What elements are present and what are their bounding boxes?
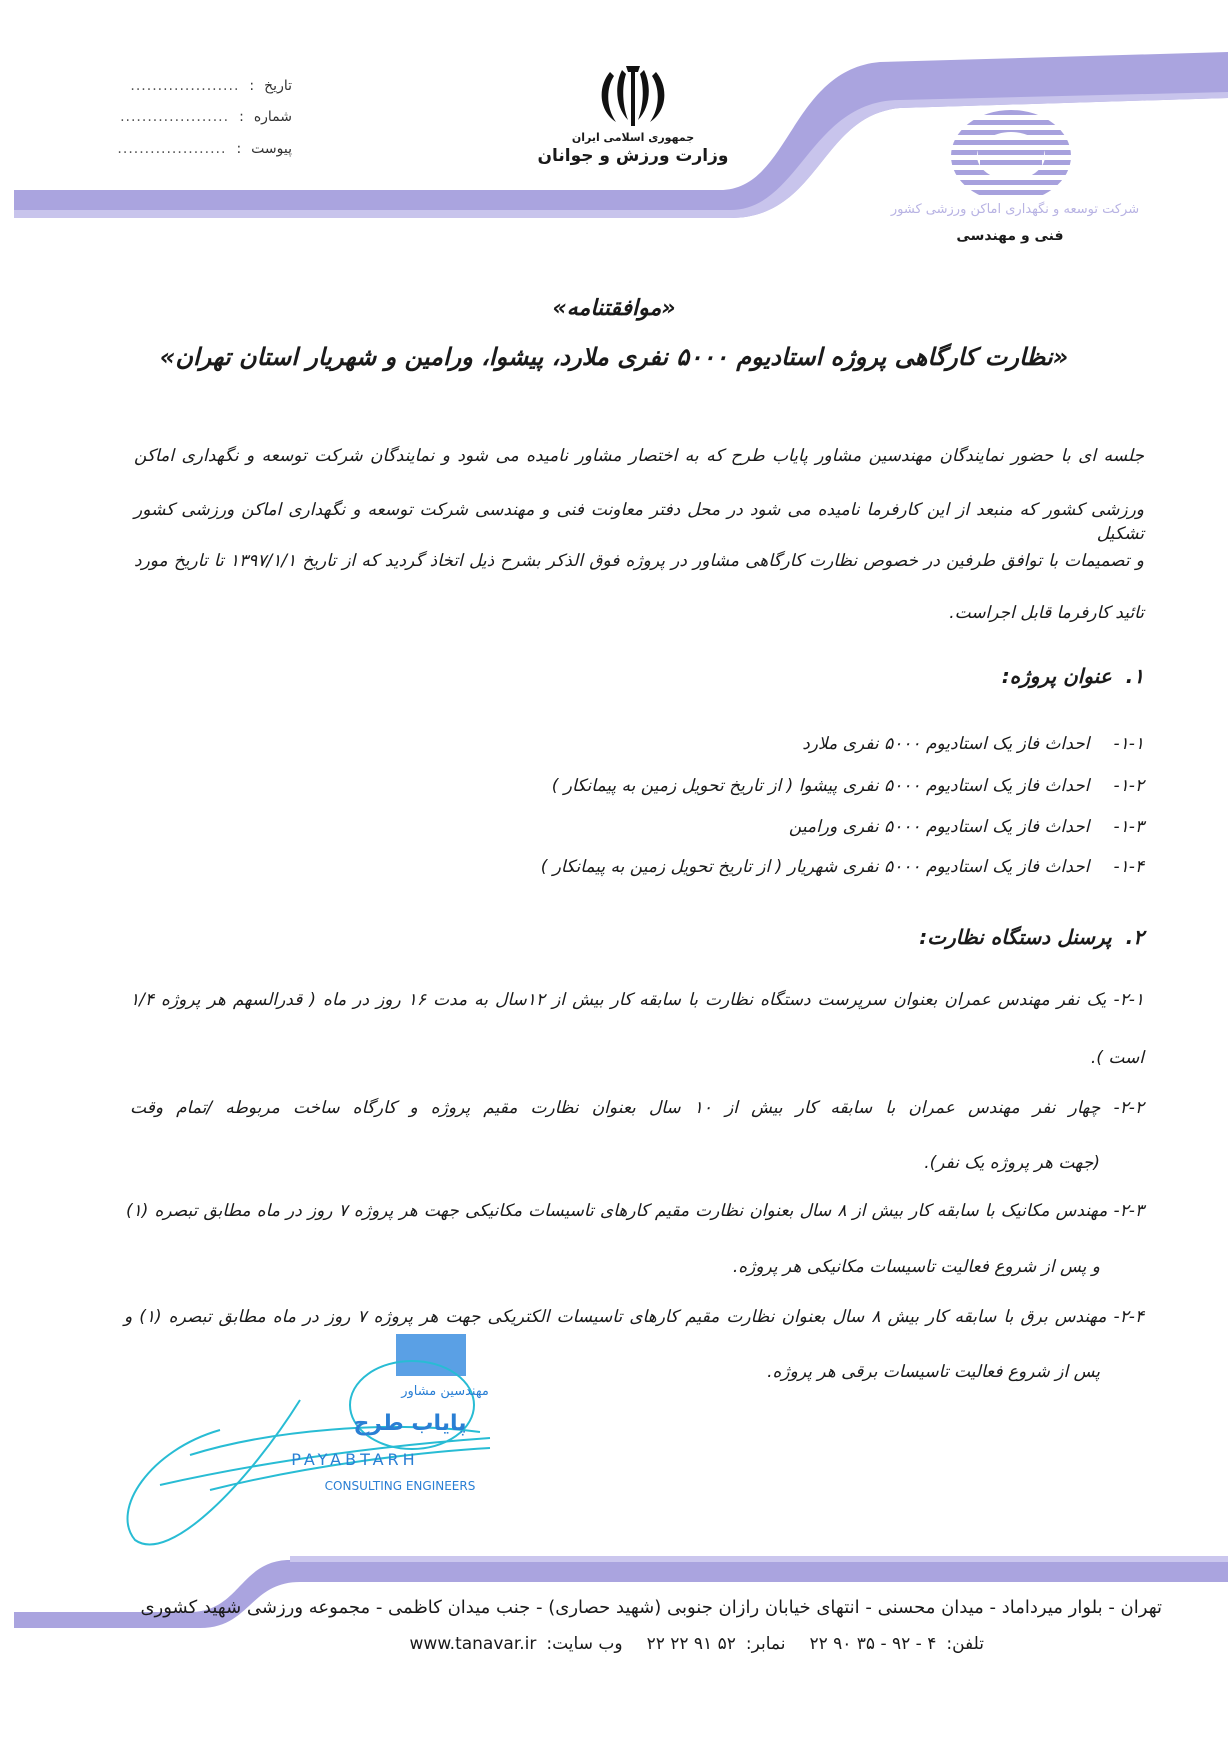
date-value: ....................: [130, 78, 240, 94]
fax-label: نمابر:: [745, 1634, 786, 1654]
stamp-line4: CONSULTING ENGINEERS: [324, 1479, 476, 1493]
number-field: شماره : ....................: [120, 109, 292, 125]
web-label: وب سایت:: [546, 1634, 623, 1654]
document-title: «موافقتنامه»: [552, 296, 676, 321]
attachment-value: ....................: [117, 141, 227, 157]
section1-number: ۱.: [1125, 664, 1144, 688]
project-item: [789, 815, 1144, 839]
footer-contact: [410, 1634, 984, 1654]
intro-line: جلسه ای با حضور نمایندگان مهندسین مشاور پایاب طرح که به اختصار مشاور نامیده می شود و نمایندگان شرکت توسعه و نگهداری اماکن: [134, 446, 1144, 466]
date-label: تاریخ: [264, 78, 292, 94]
section1-heading: [1002, 664, 1144, 688]
emblem-caption: جمهوری اسلامی ایران: [571, 131, 695, 144]
section1-title: عنوان پروژه:: [1001, 664, 1112, 688]
item-number: ۱-۴-: [1113, 857, 1144, 877]
section2-number: ۲.: [1125, 925, 1144, 949]
item-text: احداث فاز یک استادیوم ۵۰۰۰ نفری شهریار ( از تاریخ تحویل زمین به پیمانکار ): [540, 857, 1090, 877]
attachment-field: پیوست : ....................: [117, 141, 292, 157]
company-logo-icon: [948, 108, 1074, 204]
website-link[interactable]: www.tanavar.ir: [409, 1634, 537, 1654]
item-number: ۱-۳-: [1113, 817, 1144, 837]
section2-heading: [919, 925, 1144, 949]
personnel-line: و پس از شروع فعالیت تاسیسات مکانیکی هر پروژه.: [732, 1257, 1100, 1277]
stamp-line3: PAYABTARH: [291, 1450, 419, 1469]
item-text: احداث فاز یک استادیوم ۵۰۰۰ نفری ورامین: [788, 817, 1090, 837]
item-number: ۱-۲-: [1113, 776, 1144, 796]
personnel-line: ۲-۴- مهندس برق با سابقه کار بیش ۸ سال بعنوان نظارت مقیم کارهای تاسیسات الکتریکی جهت هر پروژه ۷ روز در ماه مطابق تبصره (۱) و: [124, 1307, 1145, 1327]
project-item: [552, 774, 1144, 798]
intro-line: تائید کارفرما قابل اجراست.: [949, 603, 1144, 623]
item-text: احداث فاز یک استادیوم ۵۰۰۰ نفری ملارد: [802, 734, 1090, 754]
company-name: شرکت توسعه و نگهداری اماکن ورزشی کشور: [890, 202, 1140, 217]
personnel-line: (جهت هر پروژه یک نفر).: [924, 1153, 1100, 1173]
item-number: ۱-۱-: [1113, 734, 1144, 754]
document-subtitle: «نظارت کارگاهی پروژه استادیوم ۵۰۰۰ نفری ملارد، پیشوا، ورامین و شهریار استان تهران»: [159, 343, 1069, 371]
project-item: [802, 732, 1144, 756]
fax-value: ۵۲ ۹۱ ۲۲ ۲۲: [646, 1634, 736, 1654]
section2-title: پرسنل دستگاه نظارت:: [919, 925, 1112, 949]
personnel-line: پس از شروع فعالیت تاسیسات برقی هر پروژه.: [767, 1362, 1100, 1382]
intro-line: ورزشی کشور که منبعد از این کارفرما نامیده می شود در محل دفتر معاونت فنی و مهندسی شرکت توسعه و نگهداری اماکن ورزشی کشور تشکیل: [134, 500, 1144, 544]
intro-line: و تصمیمات با توافق طرفین در خصوص نظارت کارگاهی مشاور در پروژه فوق الذکر بشرح ذیل اتخاذ گردید که از تاریخ ۱۳۹۷/۱/۱ تا تاریخ مورد: [134, 551, 1144, 571]
iran-emblem-icon: [598, 64, 668, 130]
item-text: احداث فاز یک استادیوم ۵۰۰۰ نفری پیشوا ( از تاریخ تحویل زمین به پیمانکار ): [551, 776, 1090, 796]
date-field: تاریخ : ....................: [130, 78, 292, 94]
attachment-label: پیوست: [251, 141, 292, 157]
stamp-line2: پایاب طرح: [353, 1411, 467, 1436]
phone-label: تلفن:: [946, 1634, 984, 1654]
stamp-line1: مهندسین مشاور: [401, 1384, 489, 1399]
number-value: ....................: [120, 109, 230, 125]
footer-address: تهران - بلوار میرداماد - میدان محسنی - انتهای خیابان رازان جنوبی (شهید حصاری) - جنب میدان کاظمی - مجموعه ورزشی شهید کشوری: [140, 1597, 1162, 1618]
personnel-line: ۲-۱- یک نفر مهندس عمران بعنوان سرپرست دستگاه نظارت با سابقه کار بیش از ۱۲سال به مدت ۱۶ روز در ماه ( قدرالسهم هر پروژه ۱/۴: [130, 990, 1144, 1010]
project-item: [541, 855, 1144, 879]
personnel-line: است ).: [1090, 1048, 1144, 1068]
phone-value: ۴ - ۹۲ - ۳۵ ۹۰ ۲۲: [809, 1634, 937, 1654]
personnel-line: ۲-۳- مهندس مکانیک با سابقه کار بیش از ۸ سال بعنوان نظارت مقیم کارهای تاسیسات مکانیکی جهت هر پروژه ۷ روز در ماه مطابق تبصره (۱): [126, 1201, 1145, 1221]
department-name: فنی و مهندسی: [956, 228, 1064, 244]
number-label: شماره: [253, 109, 292, 125]
ministry-name: وزارت ورزش و جوانان: [537, 146, 729, 166]
personnel-line: ۲-۲- چهار نفر مهندس عمران با سابقه کار بیش از ۱۰ سال بعنوان نظارت مقیم پروژه و کارگاه ساخت مربوطه /تمام وقت: [130, 1098, 1145, 1118]
